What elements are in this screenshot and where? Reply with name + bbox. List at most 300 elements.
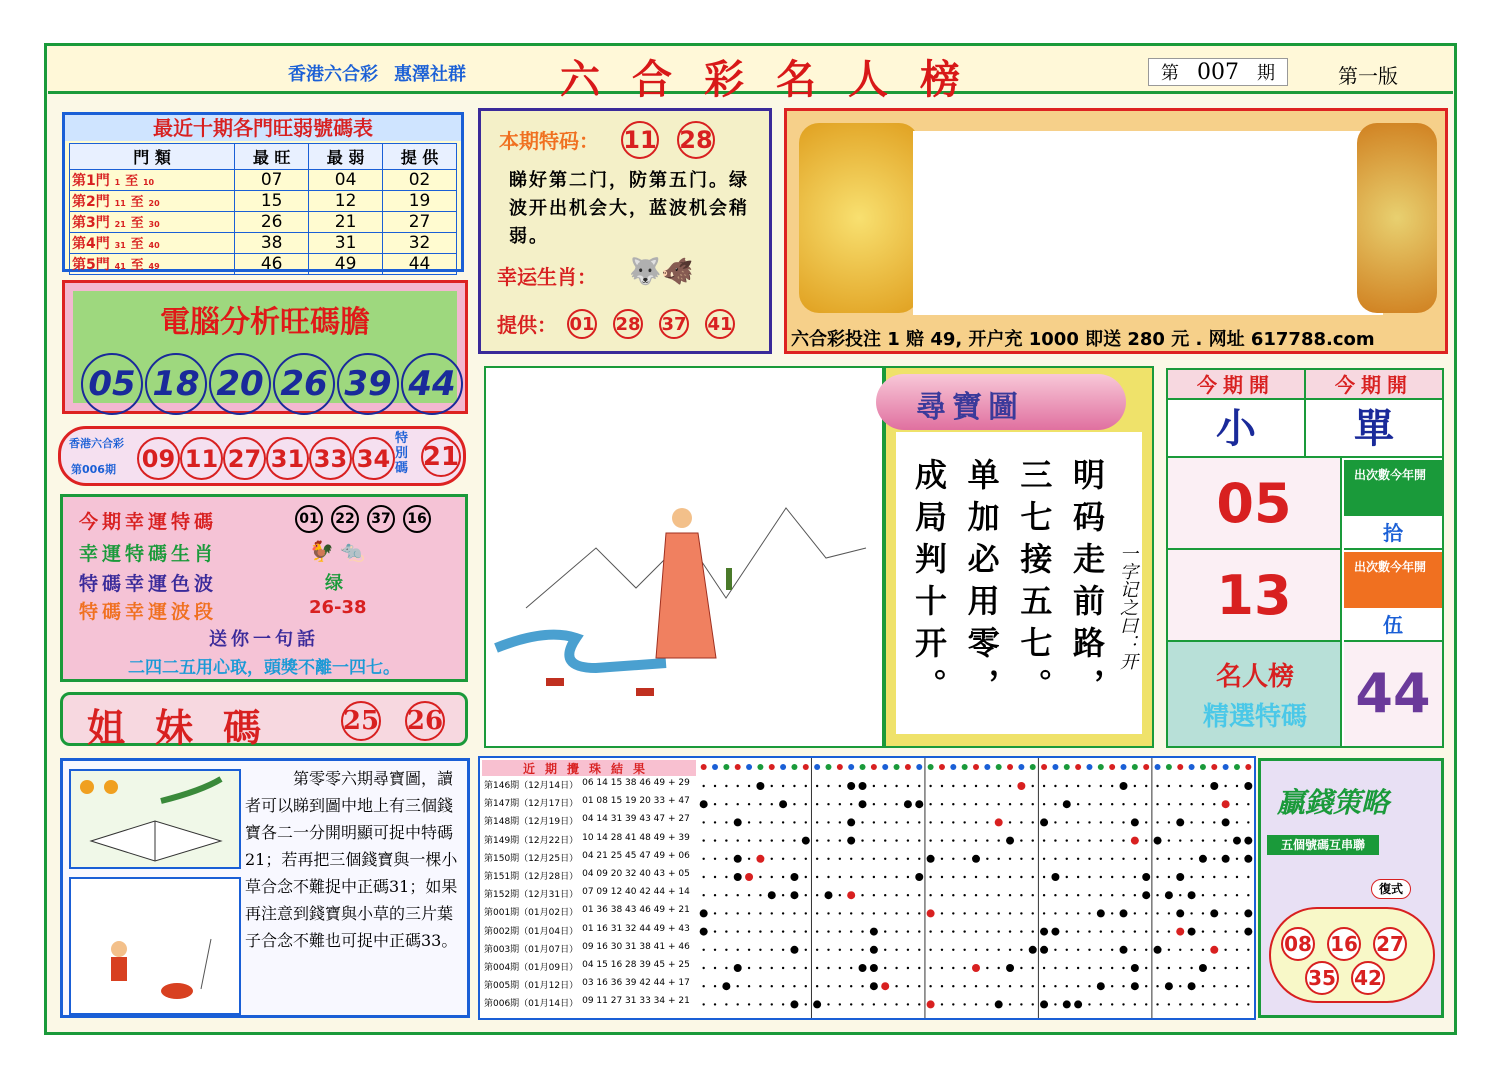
empty-dot xyxy=(759,912,761,914)
empty-dot xyxy=(941,839,943,841)
empty-dot xyxy=(1190,785,1192,787)
empty-dot xyxy=(975,985,977,987)
color-dot xyxy=(1121,764,1127,770)
empty-dot xyxy=(850,985,852,987)
empty-dot xyxy=(1213,876,1215,878)
empty-dot xyxy=(1145,930,1147,932)
color-dot xyxy=(1155,764,1161,770)
empty-dot xyxy=(918,930,920,932)
draw-mark xyxy=(847,782,855,790)
draw-mark xyxy=(700,800,708,808)
empty-dot xyxy=(952,985,954,987)
draw-mark xyxy=(847,818,855,826)
empty-dot xyxy=(1111,894,1113,896)
draw-mark xyxy=(859,782,867,790)
empty-dot xyxy=(782,894,784,896)
story-panel xyxy=(60,758,470,1018)
empty-dot xyxy=(737,949,739,951)
draw-row: 第149期（12月22日） 10 14 28 41 48 49 + 39 xyxy=(484,832,690,846)
empty-dot xyxy=(1077,785,1079,787)
empty-dot xyxy=(997,894,999,896)
draw-mark xyxy=(1120,946,1128,954)
empty-dot xyxy=(986,839,988,841)
empty-dot xyxy=(1236,912,1238,914)
empty-dot xyxy=(702,821,704,823)
empty-dot xyxy=(1077,985,1079,987)
empty-dot xyxy=(702,1003,704,1005)
empty-dot xyxy=(975,839,977,841)
empty-dot xyxy=(918,912,920,914)
empty-dot xyxy=(952,785,954,787)
empty-dot xyxy=(929,803,931,805)
empty-dot xyxy=(759,876,761,878)
empty-dot xyxy=(1134,876,1136,878)
empty-dot xyxy=(1077,858,1079,860)
empty-dot xyxy=(771,821,773,823)
empty-dot xyxy=(1236,876,1238,878)
empty-dot xyxy=(725,949,727,951)
empty-dot xyxy=(816,894,818,896)
color-dot xyxy=(1132,764,1138,770)
empty-dot xyxy=(771,876,773,878)
empty-dot xyxy=(1156,967,1158,969)
empty-dot xyxy=(714,839,716,841)
empty-dot xyxy=(714,858,716,860)
empty-dot xyxy=(929,839,931,841)
empty-dot xyxy=(839,876,841,878)
rooster-icon: 🐓 🐀 xyxy=(309,539,366,563)
empty-dot xyxy=(725,876,727,878)
empty-dot xyxy=(941,785,943,787)
empty-dot xyxy=(725,967,727,969)
empty-dot xyxy=(827,912,829,914)
last-result-numbers xyxy=(137,437,395,480)
empty-dot xyxy=(1088,839,1090,841)
empty-dot xyxy=(771,858,773,860)
empty-dot xyxy=(1168,949,1170,951)
empty-dot xyxy=(702,985,704,987)
empty-dot xyxy=(816,785,818,787)
draw-mark xyxy=(1244,928,1252,936)
empty-dot xyxy=(1145,985,1147,987)
sister-numbers: 姐妹碼 25 26 xyxy=(60,692,468,746)
empty-dot xyxy=(884,876,886,878)
empty-dot xyxy=(873,894,875,896)
empty-dot xyxy=(929,821,931,823)
empty-dot xyxy=(1213,803,1215,805)
empty-dot xyxy=(771,912,773,914)
empty-dot xyxy=(725,1003,727,1005)
draw-mark xyxy=(1176,909,1184,917)
empty-dot xyxy=(1009,912,1011,914)
empty-dot xyxy=(1009,1003,1011,1005)
number-ball: 22 xyxy=(331,505,359,533)
empty-dot xyxy=(1145,785,1147,787)
empty-dot xyxy=(1190,839,1192,841)
empty-dot xyxy=(759,985,761,987)
empty-dot xyxy=(1213,839,1215,841)
empty-dot xyxy=(1179,839,1181,841)
empty-dot xyxy=(861,1003,863,1005)
issue-box: 第 007 期 xyxy=(1148,58,1288,86)
empty-dot xyxy=(952,967,954,969)
empty-dot xyxy=(702,858,704,860)
color-dot xyxy=(916,764,922,770)
draw-row: 第148期（12月19日） 04 14 31 39 43 47 + 27 xyxy=(484,814,690,828)
empty-dot xyxy=(1134,930,1136,932)
empty-dot xyxy=(918,949,920,951)
empty-dot xyxy=(986,985,988,987)
empty-dot xyxy=(1100,803,1102,805)
empty-dot xyxy=(1009,949,1011,951)
empty-dot xyxy=(1066,985,1068,987)
empty-dot xyxy=(748,858,750,860)
story-text: 第零零六期尋寶圖，讀者可以睇到圖中地上有三個錢寶各二一分開明顯可捉中特碼21；若再把三個錢寶與一棵小草合念不難捉中正碼31；如果再注意到錢寶與小草的三片葉子合念不難也可捉中正碼33。 xyxy=(245,769,458,950)
empty-dot xyxy=(1122,839,1124,841)
empty-dot xyxy=(702,876,704,878)
empty-dot xyxy=(782,785,784,787)
empty-dot xyxy=(1054,858,1056,860)
number-ball: 39 xyxy=(337,353,399,415)
color-dot xyxy=(1200,764,1206,770)
color-dot xyxy=(1109,764,1115,770)
number-ball: 01 xyxy=(567,309,597,339)
empty-dot xyxy=(850,912,852,914)
empty-dot xyxy=(748,839,750,841)
draw-row: 第004期（01月09日） 04 15 16 28 39 45 + 25 xyxy=(484,959,690,973)
empty-dot xyxy=(816,839,818,841)
draw-mark xyxy=(790,1000,798,1008)
empty-dot xyxy=(771,930,773,932)
empty-dot xyxy=(1179,858,1181,860)
empty-dot xyxy=(1009,894,1011,896)
empty-dot xyxy=(941,1003,943,1005)
color-dot xyxy=(757,764,763,770)
empty-dot xyxy=(1066,839,1068,841)
empty-dot xyxy=(1190,858,1192,860)
header-brand: 香港六合彩 惠澤社群 xyxy=(288,64,466,85)
draw-mark xyxy=(1131,818,1139,826)
advert-panel xyxy=(784,108,1448,354)
draw-mark xyxy=(1210,946,1218,954)
draw-mark xyxy=(1210,909,1218,917)
color-dot xyxy=(1052,764,1058,770)
empty-dot xyxy=(1088,894,1090,896)
color-dot xyxy=(871,764,877,770)
empty-dot xyxy=(782,876,784,878)
empty-dot xyxy=(918,894,920,896)
empty-dot xyxy=(907,894,909,896)
draw-mark xyxy=(1142,891,1150,899)
empty-dot xyxy=(793,821,795,823)
empty-dot xyxy=(1145,912,1147,914)
empty-dot xyxy=(952,894,954,896)
empty-dot xyxy=(1236,985,1238,987)
special-box: 本期特码： 11 28 睇好第二门，防第五门。绿波开出机会大，蓝波机会稍弱。 幸运生肖： 🐺🐗 提供： 01 28 37 41 xyxy=(478,108,772,354)
empty-dot xyxy=(771,785,773,787)
empty-dot xyxy=(1213,1003,1215,1005)
empty-dot xyxy=(1202,912,1204,914)
empty-dot xyxy=(895,949,897,951)
empty-dot xyxy=(1009,876,1011,878)
empty-dot xyxy=(1077,949,1079,951)
empty-dot xyxy=(907,876,909,878)
empty-dot xyxy=(986,1003,988,1005)
empty-dot xyxy=(1122,894,1124,896)
ad-text: 六合彩投注 1 赔 49, 开户充 1000 即送 280 元 . 网址 617788.com xyxy=(791,329,1375,350)
empty-dot xyxy=(737,839,739,841)
empty-dot xyxy=(1247,967,1249,969)
empty-dot xyxy=(1032,858,1034,860)
empty-dot xyxy=(793,803,795,805)
empty-dot xyxy=(873,785,875,787)
empty-dot xyxy=(748,930,750,932)
empty-dot xyxy=(1100,858,1102,860)
empty-dot xyxy=(702,839,704,841)
empty-dot xyxy=(1190,1003,1192,1005)
empty-dot xyxy=(997,803,999,805)
empty-dot xyxy=(1224,1003,1226,1005)
empty-dot xyxy=(714,894,716,896)
draw-mark xyxy=(1040,818,1048,826)
empty-dot xyxy=(986,785,988,787)
empty-dot xyxy=(1043,839,1045,841)
empty-dot xyxy=(839,858,841,860)
number-ball: 27 xyxy=(223,437,266,480)
empty-dot xyxy=(1066,949,1068,951)
empty-dot xyxy=(997,876,999,878)
draw-mark xyxy=(1154,837,1162,845)
empty-dot xyxy=(839,803,841,805)
empty-dot xyxy=(1100,839,1102,841)
empty-dot xyxy=(1111,785,1113,787)
empty-dot xyxy=(1100,949,1102,951)
empty-dot xyxy=(929,985,931,987)
empty-dot xyxy=(850,876,852,878)
empty-dot xyxy=(1145,821,1147,823)
empty-dot xyxy=(963,876,965,878)
empty-dot xyxy=(771,949,773,951)
empty-dot xyxy=(1088,930,1090,932)
empty-dot xyxy=(771,967,773,969)
empty-dot xyxy=(975,894,977,896)
empty-dot xyxy=(1020,1003,1022,1005)
draw-mark xyxy=(813,1000,821,1008)
empty-dot xyxy=(1043,858,1045,860)
empty-dot xyxy=(1032,839,1034,841)
empty-dot xyxy=(1134,785,1136,787)
empty-dot xyxy=(1236,821,1238,823)
empty-dot xyxy=(1043,803,1045,805)
empty-dot xyxy=(884,785,886,787)
empty-dot xyxy=(827,821,829,823)
empty-dot xyxy=(827,785,829,787)
draw-mark xyxy=(995,818,1003,826)
empty-dot xyxy=(1134,1003,1136,1005)
draw-list xyxy=(484,778,698,1014)
draw-mark xyxy=(745,873,753,881)
empty-dot xyxy=(918,858,920,860)
empty-dot xyxy=(952,912,954,914)
empty-dot xyxy=(816,930,818,932)
empty-dot xyxy=(1032,912,1034,914)
color-dot xyxy=(1030,764,1036,770)
empty-dot xyxy=(941,803,943,805)
empty-dot xyxy=(941,894,943,896)
draw-mark xyxy=(1029,946,1037,954)
empty-dot xyxy=(816,985,818,987)
empty-dot xyxy=(1077,821,1079,823)
draw-mark xyxy=(790,946,798,954)
empty-dot xyxy=(1190,876,1192,878)
empty-dot xyxy=(748,803,750,805)
draw-mark xyxy=(1131,964,1139,972)
color-dot xyxy=(860,764,866,770)
empty-dot xyxy=(1122,967,1124,969)
draw-mark xyxy=(859,964,867,972)
draw-mark xyxy=(1176,818,1184,826)
empty-dot xyxy=(986,803,988,805)
page-title: 六合彩名人榜 xyxy=(560,56,992,103)
empty-dot xyxy=(986,858,988,860)
number-ball: 09 xyxy=(137,437,180,480)
draw-row: 第146期（12月14日） 06 14 15 38 46 49 + 29 xyxy=(484,778,690,791)
empty-dot xyxy=(1122,930,1124,932)
empty-dot xyxy=(1213,967,1215,969)
empty-dot xyxy=(782,858,784,860)
empty-dot xyxy=(1111,821,1113,823)
empty-dot xyxy=(850,930,852,932)
empty-dot xyxy=(748,949,750,951)
color-dot xyxy=(723,764,729,770)
empty-dot xyxy=(1247,803,1249,805)
empty-dot xyxy=(759,930,761,932)
computer-analysis xyxy=(62,280,468,414)
color-dot xyxy=(1143,764,1149,770)
empty-dot xyxy=(884,839,886,841)
color-dot xyxy=(1189,764,1195,770)
empty-dot xyxy=(1156,876,1158,878)
empty-dot xyxy=(1066,858,1068,860)
draw-mark xyxy=(1131,982,1139,990)
color-dot xyxy=(1041,764,1047,770)
empty-dot xyxy=(1032,876,1034,878)
empty-dot xyxy=(929,894,931,896)
empty-dot xyxy=(827,876,829,878)
empty-dot xyxy=(839,967,841,969)
empty-dot xyxy=(759,967,761,969)
color-dot xyxy=(984,764,990,770)
empty-dot xyxy=(975,876,977,878)
empty-dot xyxy=(839,949,841,951)
empty-dot xyxy=(805,912,807,914)
empty-dot xyxy=(1122,876,1124,878)
number-ball: 11 xyxy=(180,437,223,480)
empty-dot xyxy=(1224,967,1226,969)
draw-mark xyxy=(756,782,764,790)
empty-dot xyxy=(895,894,897,896)
edition-label: 第一版 xyxy=(1338,64,1398,88)
empty-dot xyxy=(1122,803,1124,805)
empty-dot xyxy=(782,821,784,823)
empty-dot xyxy=(997,967,999,969)
empty-dot xyxy=(1100,821,1102,823)
empty-dot xyxy=(782,912,784,914)
number-ball: 28 xyxy=(613,309,643,339)
empty-dot xyxy=(816,858,818,860)
empty-dot xyxy=(1134,803,1136,805)
draw-mark xyxy=(1006,964,1014,972)
empty-dot xyxy=(725,894,727,896)
empty-dot xyxy=(1156,985,1158,987)
empty-dot xyxy=(1077,803,1079,805)
draw-mark xyxy=(1074,1000,1082,1008)
empty-dot xyxy=(929,930,931,932)
empty-dot xyxy=(1020,803,1022,805)
empty-dot xyxy=(1032,967,1034,969)
empty-dot xyxy=(1100,785,1102,787)
empty-dot xyxy=(782,930,784,932)
empty-dot xyxy=(963,858,965,860)
empty-dot xyxy=(714,821,716,823)
draw-row: 第006期（01月14日） 09 11 27 31 33 34 + 21 xyxy=(484,996,690,1010)
empty-dot xyxy=(1111,985,1113,987)
empty-dot xyxy=(702,894,704,896)
empty-dot xyxy=(1077,912,1079,914)
draw-mark xyxy=(1244,782,1252,790)
empty-dot xyxy=(725,912,727,914)
empty-dot xyxy=(1236,785,1238,787)
empty-dot xyxy=(1077,839,1079,841)
empty-dot xyxy=(907,930,909,932)
empty-dot xyxy=(1179,985,1181,987)
empty-dot xyxy=(1145,839,1147,841)
draw-mark xyxy=(1222,855,1230,863)
empty-dot xyxy=(805,894,807,896)
empty-dot xyxy=(1236,967,1238,969)
empty-dot xyxy=(975,821,977,823)
number-ball: 37 xyxy=(659,309,689,339)
empty-dot xyxy=(771,1003,773,1005)
draw-mark xyxy=(1006,837,1014,845)
color-dot xyxy=(1177,764,1183,770)
draw-mark xyxy=(779,800,787,808)
empty-dot xyxy=(1179,803,1181,805)
empty-dot xyxy=(1134,949,1136,951)
empty-dot xyxy=(963,821,965,823)
draw-mark xyxy=(734,964,742,972)
empty-dot xyxy=(975,785,977,787)
draw-mark xyxy=(1199,855,1207,863)
empty-dot xyxy=(918,967,920,969)
empty-dot xyxy=(929,949,931,951)
empty-dot xyxy=(702,949,704,951)
empty-dot xyxy=(1020,949,1022,951)
empty-dot xyxy=(997,949,999,951)
draw-mark xyxy=(972,964,980,972)
empty-dot xyxy=(1088,949,1090,951)
empty-dot xyxy=(1224,876,1226,878)
empty-dot xyxy=(827,949,829,951)
draw-mark xyxy=(700,909,708,917)
number-ball: 16 xyxy=(403,505,431,533)
empty-dot xyxy=(941,930,943,932)
draw-mark xyxy=(722,982,730,990)
color-dot xyxy=(1064,764,1070,770)
draw-mark xyxy=(734,855,742,863)
empty-dot xyxy=(850,949,852,951)
empty-dot xyxy=(771,839,773,841)
